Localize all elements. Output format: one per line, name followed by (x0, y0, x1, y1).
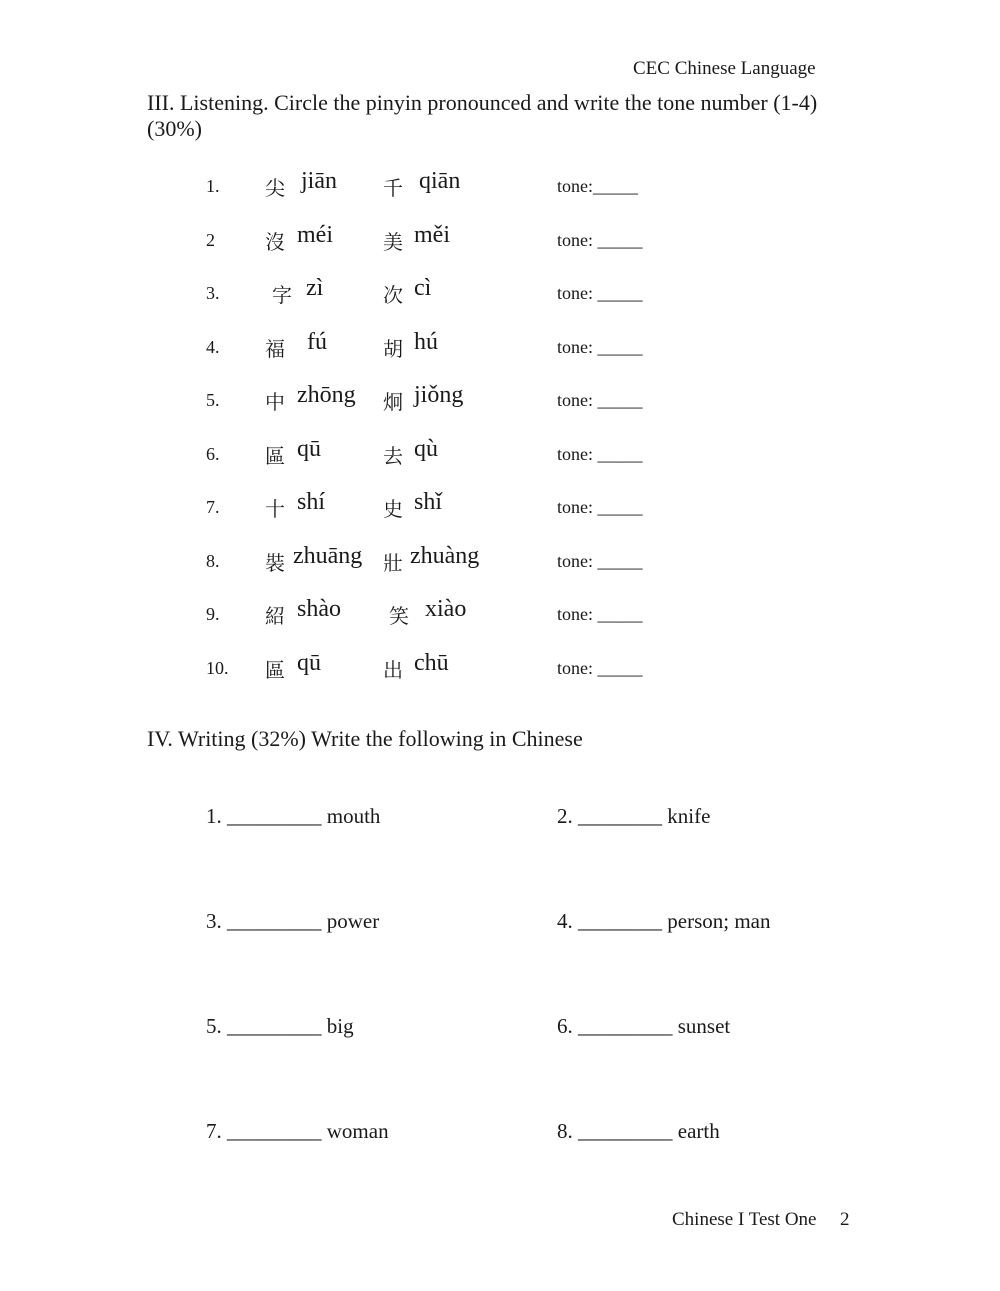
character-a: 區 (265, 657, 285, 682)
character-a: 字 (272, 283, 292, 307)
pinyin-b: měi (414, 221, 450, 248)
tone-blank: tone: _____ (557, 604, 643, 624)
writing-item-right: 8. _________ earth (557, 1119, 720, 1143)
pinyin-a: shào (297, 596, 341, 622)
item-number: 8. (206, 550, 220, 571)
writing-item-right: 2. ________ knife (557, 804, 711, 828)
section3-title-line1: III. Listening. Circle the pinyin pronounced and write the tone number (1-4) (147, 90, 818, 115)
character-a: 福 (265, 336, 285, 361)
character-a: 裝 (265, 550, 285, 575)
character-b: 史 (383, 497, 403, 521)
character-a: 沒 (265, 229, 285, 254)
character-b: 炯 (383, 390, 403, 414)
page-header: CEC Chinese Language (633, 58, 816, 79)
tone-blank: tone: _____ (557, 657, 643, 678)
tone-blank: tone: _____ (557, 443, 643, 464)
tone-blank: tone:_____ (557, 176, 638, 196)
section3-title-line2: (30%) (147, 116, 202, 141)
pinyin-a: qū (297, 435, 321, 462)
character-b: 出 (383, 657, 403, 682)
character-a: 紹 (265, 604, 285, 628)
item-number: 10. (206, 657, 229, 678)
character-b: 美 (383, 229, 403, 254)
pinyin-b: chū (414, 649, 449, 676)
writing-item-left: 5. _________ big (206, 1014, 354, 1038)
pinyin-a: fú (307, 328, 327, 355)
writing-item-left: 3. _________ power (206, 909, 380, 933)
item-number: 4. (206, 336, 220, 357)
character-a: 區 (265, 443, 285, 468)
pinyin-b: hú (414, 328, 438, 355)
footer-title: Chinese I Test One (672, 1209, 817, 1230)
pinyin-b: shǐ (414, 489, 443, 515)
character-b: 次 (383, 283, 403, 307)
pinyin-b: qiān (419, 168, 461, 194)
page-number: 2 (840, 1209, 850, 1230)
tone-blank: tone: _____ (557, 229, 643, 250)
pinyin-a: zhuāng (293, 542, 363, 569)
writing-item-right: 4. ________ person; man (557, 909, 771, 933)
item-number: 2 (206, 229, 215, 250)
character-a: 十 (265, 497, 285, 521)
pinyin-a: zì (306, 275, 324, 301)
item-number: 3. (206, 283, 220, 303)
pinyin-b: xiào (425, 596, 467, 622)
pinyin-a: jiān (301, 168, 337, 194)
tone-blank: tone: _____ (557, 390, 643, 410)
pinyin-b: qù (414, 435, 438, 462)
tone-blank: tone: _____ (557, 497, 643, 517)
item-number: 7. (206, 497, 220, 517)
character-b: 壯 (383, 550, 403, 575)
pinyin-a: zhōng (297, 382, 356, 408)
character-b: 千 (383, 176, 403, 200)
item-number: 9. (206, 604, 220, 624)
item-number: 5. (206, 390, 220, 410)
character-b: 胡 (383, 336, 403, 361)
tone-blank: tone: _____ (557, 550, 643, 571)
tone-blank: tone: _____ (557, 283, 643, 303)
writing-item-left: 7. _________ woman (206, 1119, 389, 1143)
section4-title: IV. Writing (32%) Write the following in Chinese (147, 726, 583, 751)
writing-item-left: 1. _________ mouth (206, 804, 381, 828)
pinyin-b: cì (414, 275, 432, 301)
pinyin-a: méi (297, 221, 333, 248)
pinyin-a: qū (297, 649, 321, 676)
pinyin-b: jiǒng (414, 382, 464, 408)
character-b: 笑 (389, 604, 409, 628)
character-a: 中 (265, 390, 285, 414)
pinyin-b: zhuàng (410, 542, 480, 569)
tone-blank: tone: _____ (557, 336, 643, 357)
character-b: 去 (383, 443, 403, 468)
item-number: 1. (206, 176, 220, 196)
item-number: 6. (206, 443, 220, 464)
character-a: 尖 (265, 176, 285, 200)
pinyin-a: shí (297, 489, 326, 515)
writing-item-right: 6. _________ sunset (557, 1014, 731, 1038)
